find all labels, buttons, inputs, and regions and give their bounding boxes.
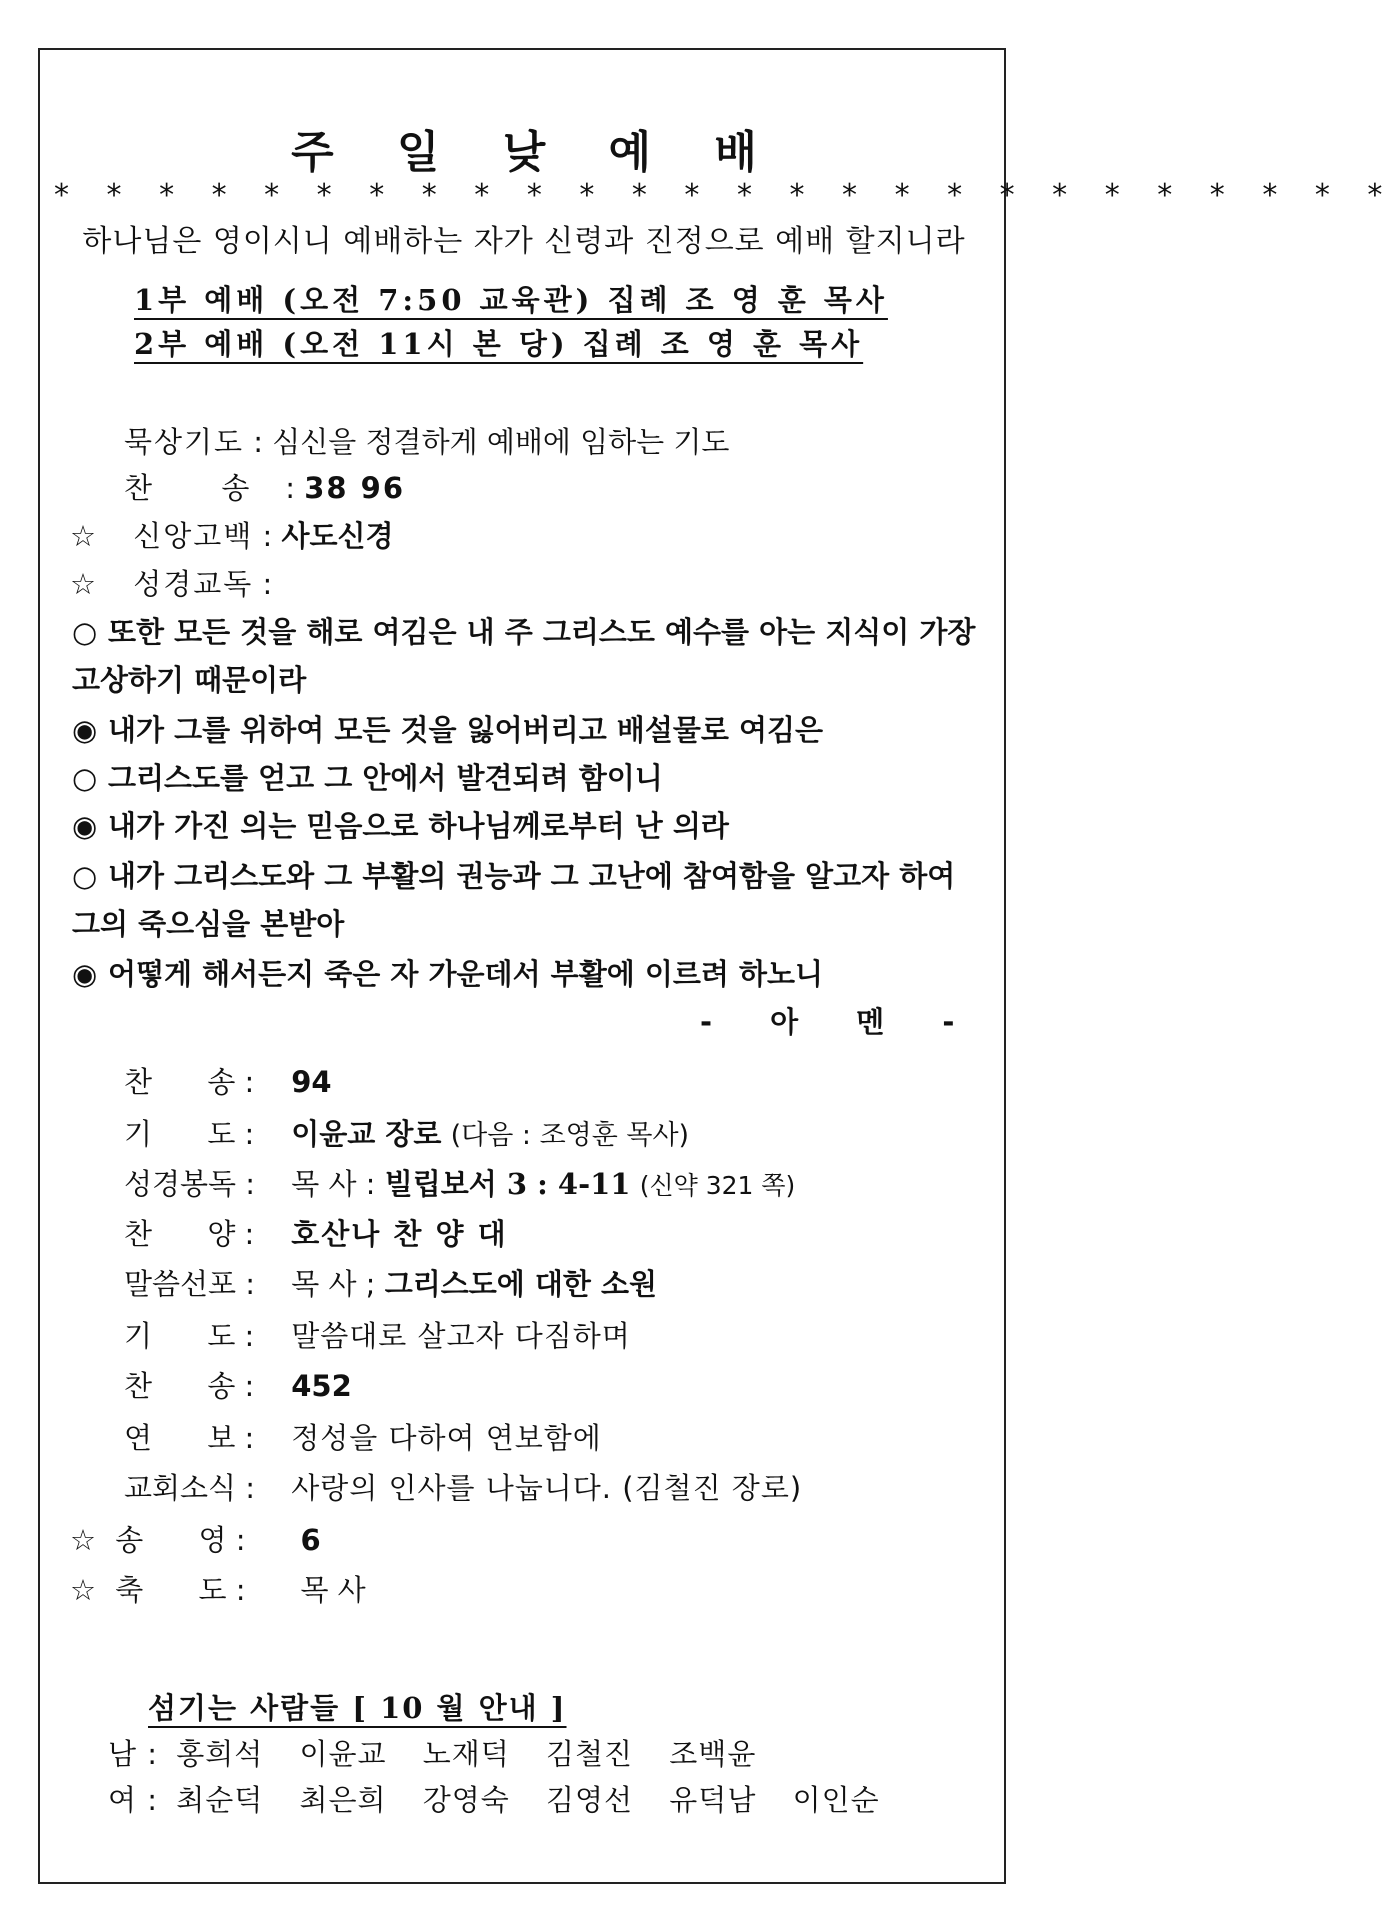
order-value: 정성을 다하여 연보함에 <box>291 1421 602 1455</box>
order-separator: : <box>262 567 273 601</box>
amen-text: - 아 멘 - <box>700 1005 979 1039</box>
servers-women <box>108 1780 880 1820</box>
order-value: 심신을 정결하게 예배에 임하는 기도 <box>272 425 730 459</box>
order-separator: : <box>253 425 264 459</box>
order-item-hymn-1 <box>124 468 405 508</box>
order-label: 축 도 : <box>115 1573 246 1607</box>
order-label: 신앙고백 <box>133 519 254 553</box>
server-name: 조백윤 <box>669 1737 757 1771</box>
order-extra: (신약 321 쪽) <box>639 1171 796 1200</box>
reading-text: 그의 죽으심을 본받아 <box>72 907 345 941</box>
order-label: 찬 송 <box>124 471 252 505</box>
reading-line <box>72 660 306 700</box>
server-name: 이인순 <box>792 1783 880 1817</box>
order-value: 38 96 <box>304 471 406 505</box>
order-value-prefix: 목 사 : <box>291 1167 385 1201</box>
star-divider: * * * * * * * * * * * * * * * * * * * * * * * * * * <box>54 178 1396 213</box>
order-item-prayer <box>124 1114 689 1156</box>
order-label: 송 영 : <box>115 1523 246 1557</box>
order-separator: : <box>262 519 273 553</box>
order-label: 연 보 : <box>124 1421 255 1455</box>
order-label: 교회소식 : <box>124 1471 256 1505</box>
reading-text: 어떻게 해서든지 죽은 자 가운데서 부활에 이르려 하노니 <box>108 957 823 991</box>
order-item-hymn-2 <box>124 1062 332 1102</box>
reading-mark: ◉ <box>72 809 98 843</box>
reading-text: 그리스도를 얻고 그 안에서 발견되려 함이니 <box>108 761 663 795</box>
order-item-news <box>124 1468 802 1508</box>
star-mark: ☆ <box>70 567 96 601</box>
order-label: 말씀선포 : <box>124 1267 256 1301</box>
order-label: 기 도 : <box>124 1319 255 1353</box>
order-value: 452 <box>291 1369 352 1403</box>
order-item-sermon <box>124 1264 657 1304</box>
order-value: 그리스도에 대한 소원 <box>384 1267 658 1301</box>
servers-title: 섬기는 사람들 [ 10 월 안내 ] <box>148 1691 567 1725</box>
servers-men <box>108 1734 756 1774</box>
reading-text: 내가 그를 위하여 모든 것을 잃어버리고 배설물로 여김은 <box>108 713 823 747</box>
reading-line <box>72 806 729 846</box>
order-value-prefix: 목 사 ; <box>291 1267 385 1301</box>
star-mark: ☆ <box>70 1573 96 1607</box>
reading-line <box>72 612 975 652</box>
order-label: 찬 양 : <box>124 1217 255 1251</box>
men-label: 남 : <box>108 1737 159 1771</box>
order-value: 이윤교 장로 <box>291 1117 442 1151</box>
reading-text: 고상하기 때문이라 <box>72 663 307 697</box>
order-value: 사랑의 인사를 나눕니다. (김철진 장로) <box>291 1471 803 1505</box>
order-item-hymn-3 <box>124 1366 352 1406</box>
reading-line <box>72 758 663 798</box>
reading-line <box>72 904 344 944</box>
order-value: 6 <box>300 1523 321 1557</box>
order-value: 사도신경 <box>281 519 394 553</box>
order-value: 호산나 찬 양 대 <box>291 1217 508 1251</box>
order-label: 성경봉독 : <box>124 1167 256 1201</box>
server-name: 최순덕 <box>176 1783 264 1817</box>
scripture-verse: 하나님은 영이시니 예배하는 자가 신령과 진정으로 예배 할지니라 <box>82 224 966 259</box>
reading-text: 내가 가진 의는 믿음으로 하나님께로부터 난 의라 <box>108 809 729 843</box>
women-label: 여 : <box>108 1783 159 1817</box>
reading-mark: ○ <box>72 859 98 893</box>
order-label: 성경교독 <box>133 567 254 601</box>
page-title: 주 일 낮 예 배 <box>291 127 781 178</box>
server-name: 이윤교 <box>299 1737 387 1771</box>
reading-mark: ◉ <box>72 713 98 747</box>
server-name: 김영선 <box>546 1783 634 1817</box>
star-mark: ☆ <box>70 1523 96 1557</box>
order-value: 말씀대로 살고자 다짐하며 <box>291 1319 631 1353</box>
order-item-benediction <box>70 1570 366 1610</box>
server-name: 홍희석 <box>176 1737 264 1771</box>
order-label: 묵상기도 <box>124 425 245 459</box>
order-item-creed <box>70 516 394 556</box>
server-name: 강영숙 <box>422 1783 510 1817</box>
order-item-meditation <box>124 422 729 462</box>
server-name: 유덕남 <box>669 1783 757 1817</box>
reading-line <box>72 710 823 750</box>
order-separator: : <box>285 471 295 505</box>
reading-text: 또한 모든 것을 해로 여김은 내 주 그리스도 예수를 아는 지식이 가장 <box>108 615 976 649</box>
order-label: 기 도 : <box>124 1117 255 1151</box>
order-item-offering <box>124 1418 602 1458</box>
service-2-info: 2부 예배 (오전 11시 본 당) 집례 조 영 훈 목사 <box>134 327 864 361</box>
order-item-scripture <box>124 1164 795 1206</box>
reading-line <box>72 954 823 994</box>
order-value: 빌립보서 3 : 4-11 <box>384 1167 631 1201</box>
reading-mark: ◉ <box>72 957 98 991</box>
service-1-info: 1부 예배 (오전 7:50 교육관) 집례 조 영 훈 목사 <box>134 283 888 317</box>
server-name: 노재덕 <box>422 1737 510 1771</box>
order-label: 찬 송 : <box>124 1369 255 1403</box>
order-item-choir <box>124 1214 508 1254</box>
order-value: 목 사 <box>300 1573 366 1607</box>
star-mark: ☆ <box>70 519 96 553</box>
reading-mark: ○ <box>72 615 98 649</box>
order-item-responsive-reading <box>70 564 272 604</box>
order-item-prayer-2 <box>124 1316 631 1356</box>
reading-mark: ○ <box>72 761 98 795</box>
order-extra: (다음 : 조영훈 목사) <box>450 1120 690 1151</box>
reading-line <box>72 856 955 896</box>
bulletin-frame <box>38 48 1396 1884</box>
order-item-doxology <box>70 1520 321 1560</box>
server-name: 최은희 <box>299 1783 387 1817</box>
reading-text: 내가 그리스도와 그 부활의 권능과 그 고난에 참여함을 알고자 하여 <box>108 859 956 893</box>
server-name: 김철진 <box>546 1737 634 1771</box>
order-value: 94 <box>291 1065 332 1099</box>
order-label: 찬 송 : <box>124 1065 255 1099</box>
